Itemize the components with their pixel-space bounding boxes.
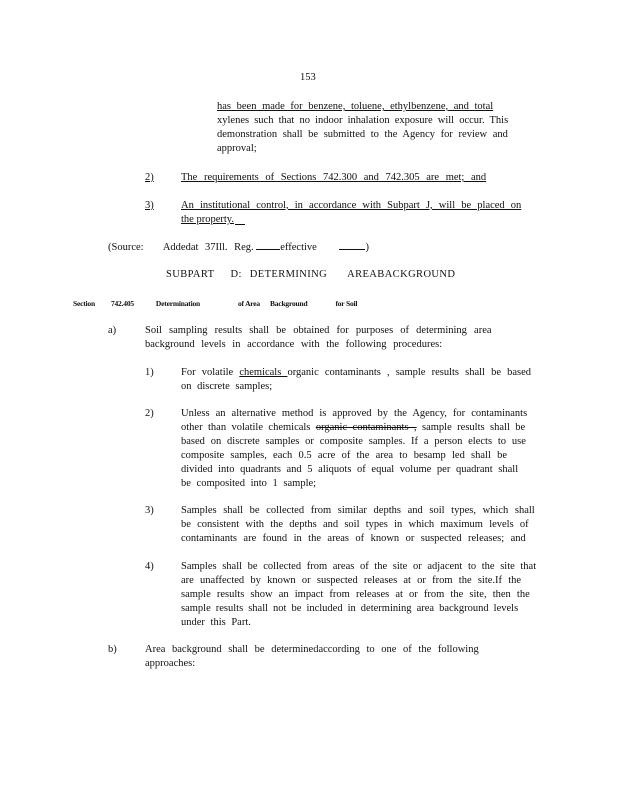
source-label: (Source: [108, 242, 144, 253]
list-item-text: For volatile chemicals organic contaminants , sample results shall be based [181, 367, 532, 378]
underline-rule [235, 224, 245, 225]
list-item-text: divided into quadrants and 5 aliquots of equal volume per quadrant shall [181, 464, 519, 475]
list-item-text: are unaffected by known or suspected releases at or from the site.If the [181, 575, 522, 586]
list-item-text: Samples shall be collected from similar depths and soil types, which shall [181, 505, 535, 516]
section-heading: Section 742.405 Determination of Area Background for Soil [73, 299, 358, 308]
list-item-text: An institutional control, in accordance with Subpart J, will be placed on [181, 200, 522, 211]
paragraph-line: demonstration shall be submitted to the Agency for review and [217, 129, 508, 140]
subpart-heading: SUBPART D: DETERMINING AREABACKGROUND [166, 269, 456, 280]
list-number: 4) [145, 561, 154, 572]
paragraph-line: xylenes such that no indoor inhalation exposure will occur. This [217, 115, 509, 126]
list-item-text: be consistent with the depths and soil types in which maximum levels of [181, 519, 529, 530]
blank-line [339, 240, 365, 250]
list-number: 3) [145, 200, 154, 211]
list-item-text: Samples shall be collected from areas of the site or adjacent to the site that [181, 561, 537, 572]
source-close: ) [365, 242, 369, 253]
list-item-text: sample results show an impact from releases at or from the site, then the [181, 589, 530, 600]
source-effective: effective [280, 242, 317, 253]
list-item-text: The requirements of Sections 742.300 and 742.305 are met; and [181, 172, 487, 183]
paragraph-line: has been made for benzene, toluene, ethylbenzene, and total [217, 101, 494, 112]
page-number: 153 [300, 72, 316, 83]
list-item-text: based on discrete samples or composite samples. If a person elects to use [181, 436, 526, 447]
paragraph-line: approval; [217, 143, 257, 154]
list-number: 2) [145, 408, 154, 419]
list-item-text: sample results shall not be included in determining area background levels [181, 603, 519, 614]
paragraph-line: background levels in accordance with the following procedures: [145, 339, 443, 350]
list-item-text: other than volatile chemicals organic contaminants , sample results shall be [181, 422, 526, 433]
list-item-text: contaminants are found in the areas of known or suspected releases; and [181, 533, 526, 544]
list-number: 2) [145, 172, 154, 183]
list-item-text: on discrete samples; [181, 381, 273, 392]
paragraph-line: Area background shall be determinedaccording to one of the following [145, 644, 479, 655]
subsection-label: a) [108, 325, 117, 336]
paragraph-line: Soil sampling results shall be obtained for purposes of determining area [145, 325, 492, 336]
list-item-text: the property. [181, 214, 234, 225]
blank-line [256, 240, 280, 250]
list-item-text: composite samples, each 0.5 acre of the area to besamp led shall be [181, 450, 508, 461]
list-item-text: be composited into 1 sample; [181, 478, 317, 489]
list-number: 1) [145, 367, 154, 378]
subsection-label: b) [108, 644, 117, 655]
paragraph-line: approaches: [145, 658, 196, 669]
list-item-text: Unless an alternative method is approved by the Agency, for contaminants [181, 408, 528, 419]
source-note [108, 240, 369, 255]
source-text: Addedat 37Ill. Reg. [162, 242, 254, 253]
list-number: 3) [145, 505, 154, 516]
list-item-text: under this Part. [181, 617, 251, 628]
